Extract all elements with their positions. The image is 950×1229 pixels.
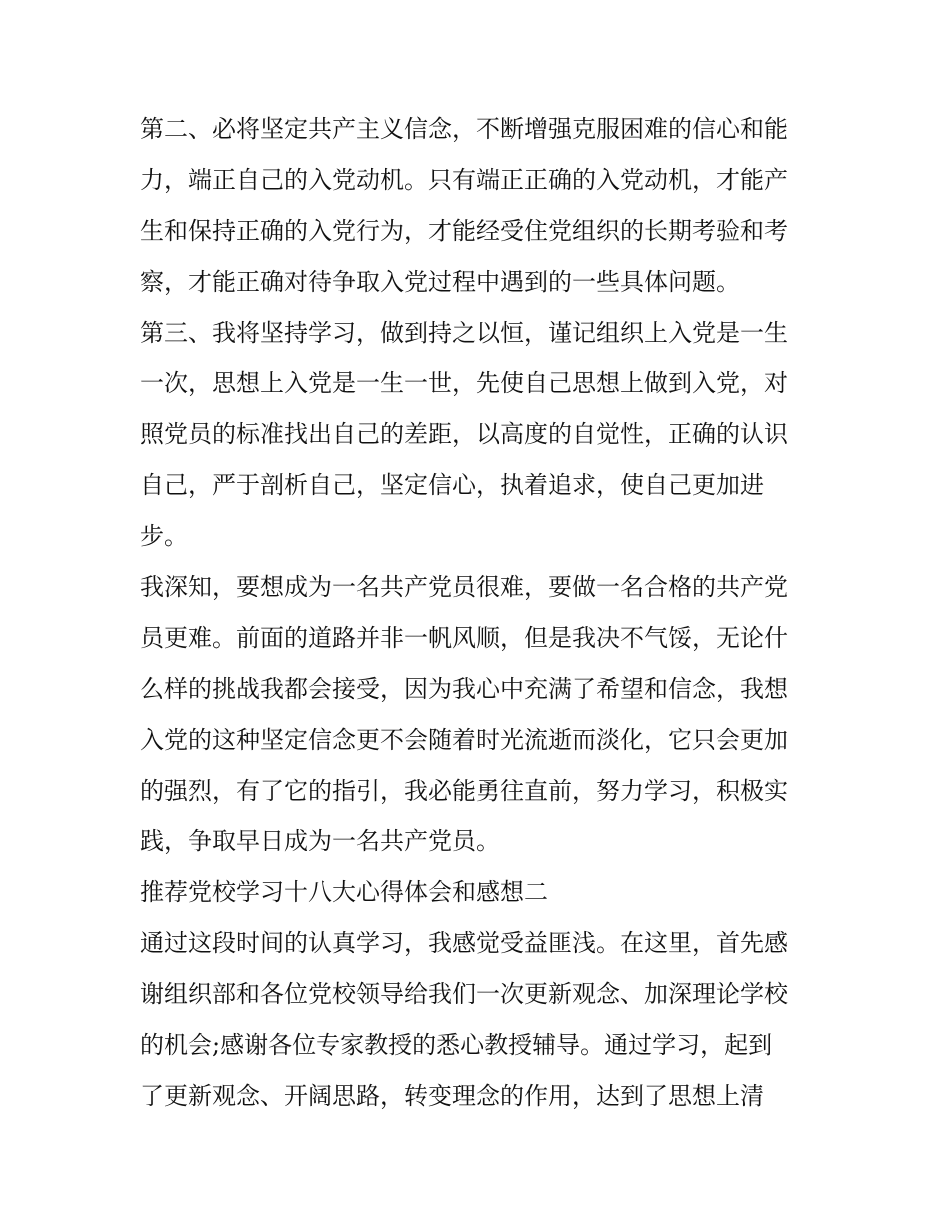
section-heading: 推荐党校学习十八大心得体会和感想二 [140,878,548,907]
text-line: 一次，思想上入党是一生一世，先使自己思想上做到入党，对 [140,369,788,398]
text-line: 我深知，要想成为一名共产党员很难，要做一名合格的共产党 [140,573,788,602]
text-line: 入党的这种坚定信念更不会随着时光流逝而淡化，它只会更加 [140,725,788,754]
text-line: 通过这段时间的认真学习，我感觉受益匪浅。在这里，首先感 [140,929,788,958]
text-line: 力，端正自己的入党动机。只有端正正确的入党动机，才能产 [140,165,788,194]
text-line: 生和保持正确的入党行为，才能经受住党组织的长期考验和考 [140,216,788,245]
text-line: 第三、我将坚持学习，做到持之以恒，谨记组织上入党是一生 [140,318,788,347]
text-line: 践，争取早日成为一名共产党员。 [140,827,500,856]
document-body [140,104,820,1122]
text-line: 的机会;感谢各位专家教授的悉心教授辅导。通过学习，起到 [140,1031,773,1060]
text-line: 照党员的标准找出自己的差距，以高度的自觉性，正确的认识 [140,420,788,449]
text-line: 自己，严于剖析自己，坚定信心，执着追求，使自己更加进 [140,471,764,500]
text-line: 的强烈，有了它的指引，我必能勇往直前，努力学习，积极实 [140,776,788,805]
text-line: 步。 [140,522,188,551]
text-line: 第二、必将坚定共产主义信念，不断增强克服困难的信心和能 [140,115,788,143]
text-line: 了更新观念、开阔思路，转变理念的作用，达到了思想上清 [140,1081,764,1110]
text-line: 么样的挑战我都会接受，因为我心中充满了希望和信念，我想 [140,674,788,703]
text-line: 谢组织部和各位党校领导给我们一次更新观念、加深理论学校 [140,980,788,1009]
text-line: 察，才能正确对待争取入党过程中遇到的一些具体问题。 [140,267,740,296]
text-line: 员更难。前面的道路并非一帆风顺，但是我决不气馁，无论什 [140,623,788,652]
